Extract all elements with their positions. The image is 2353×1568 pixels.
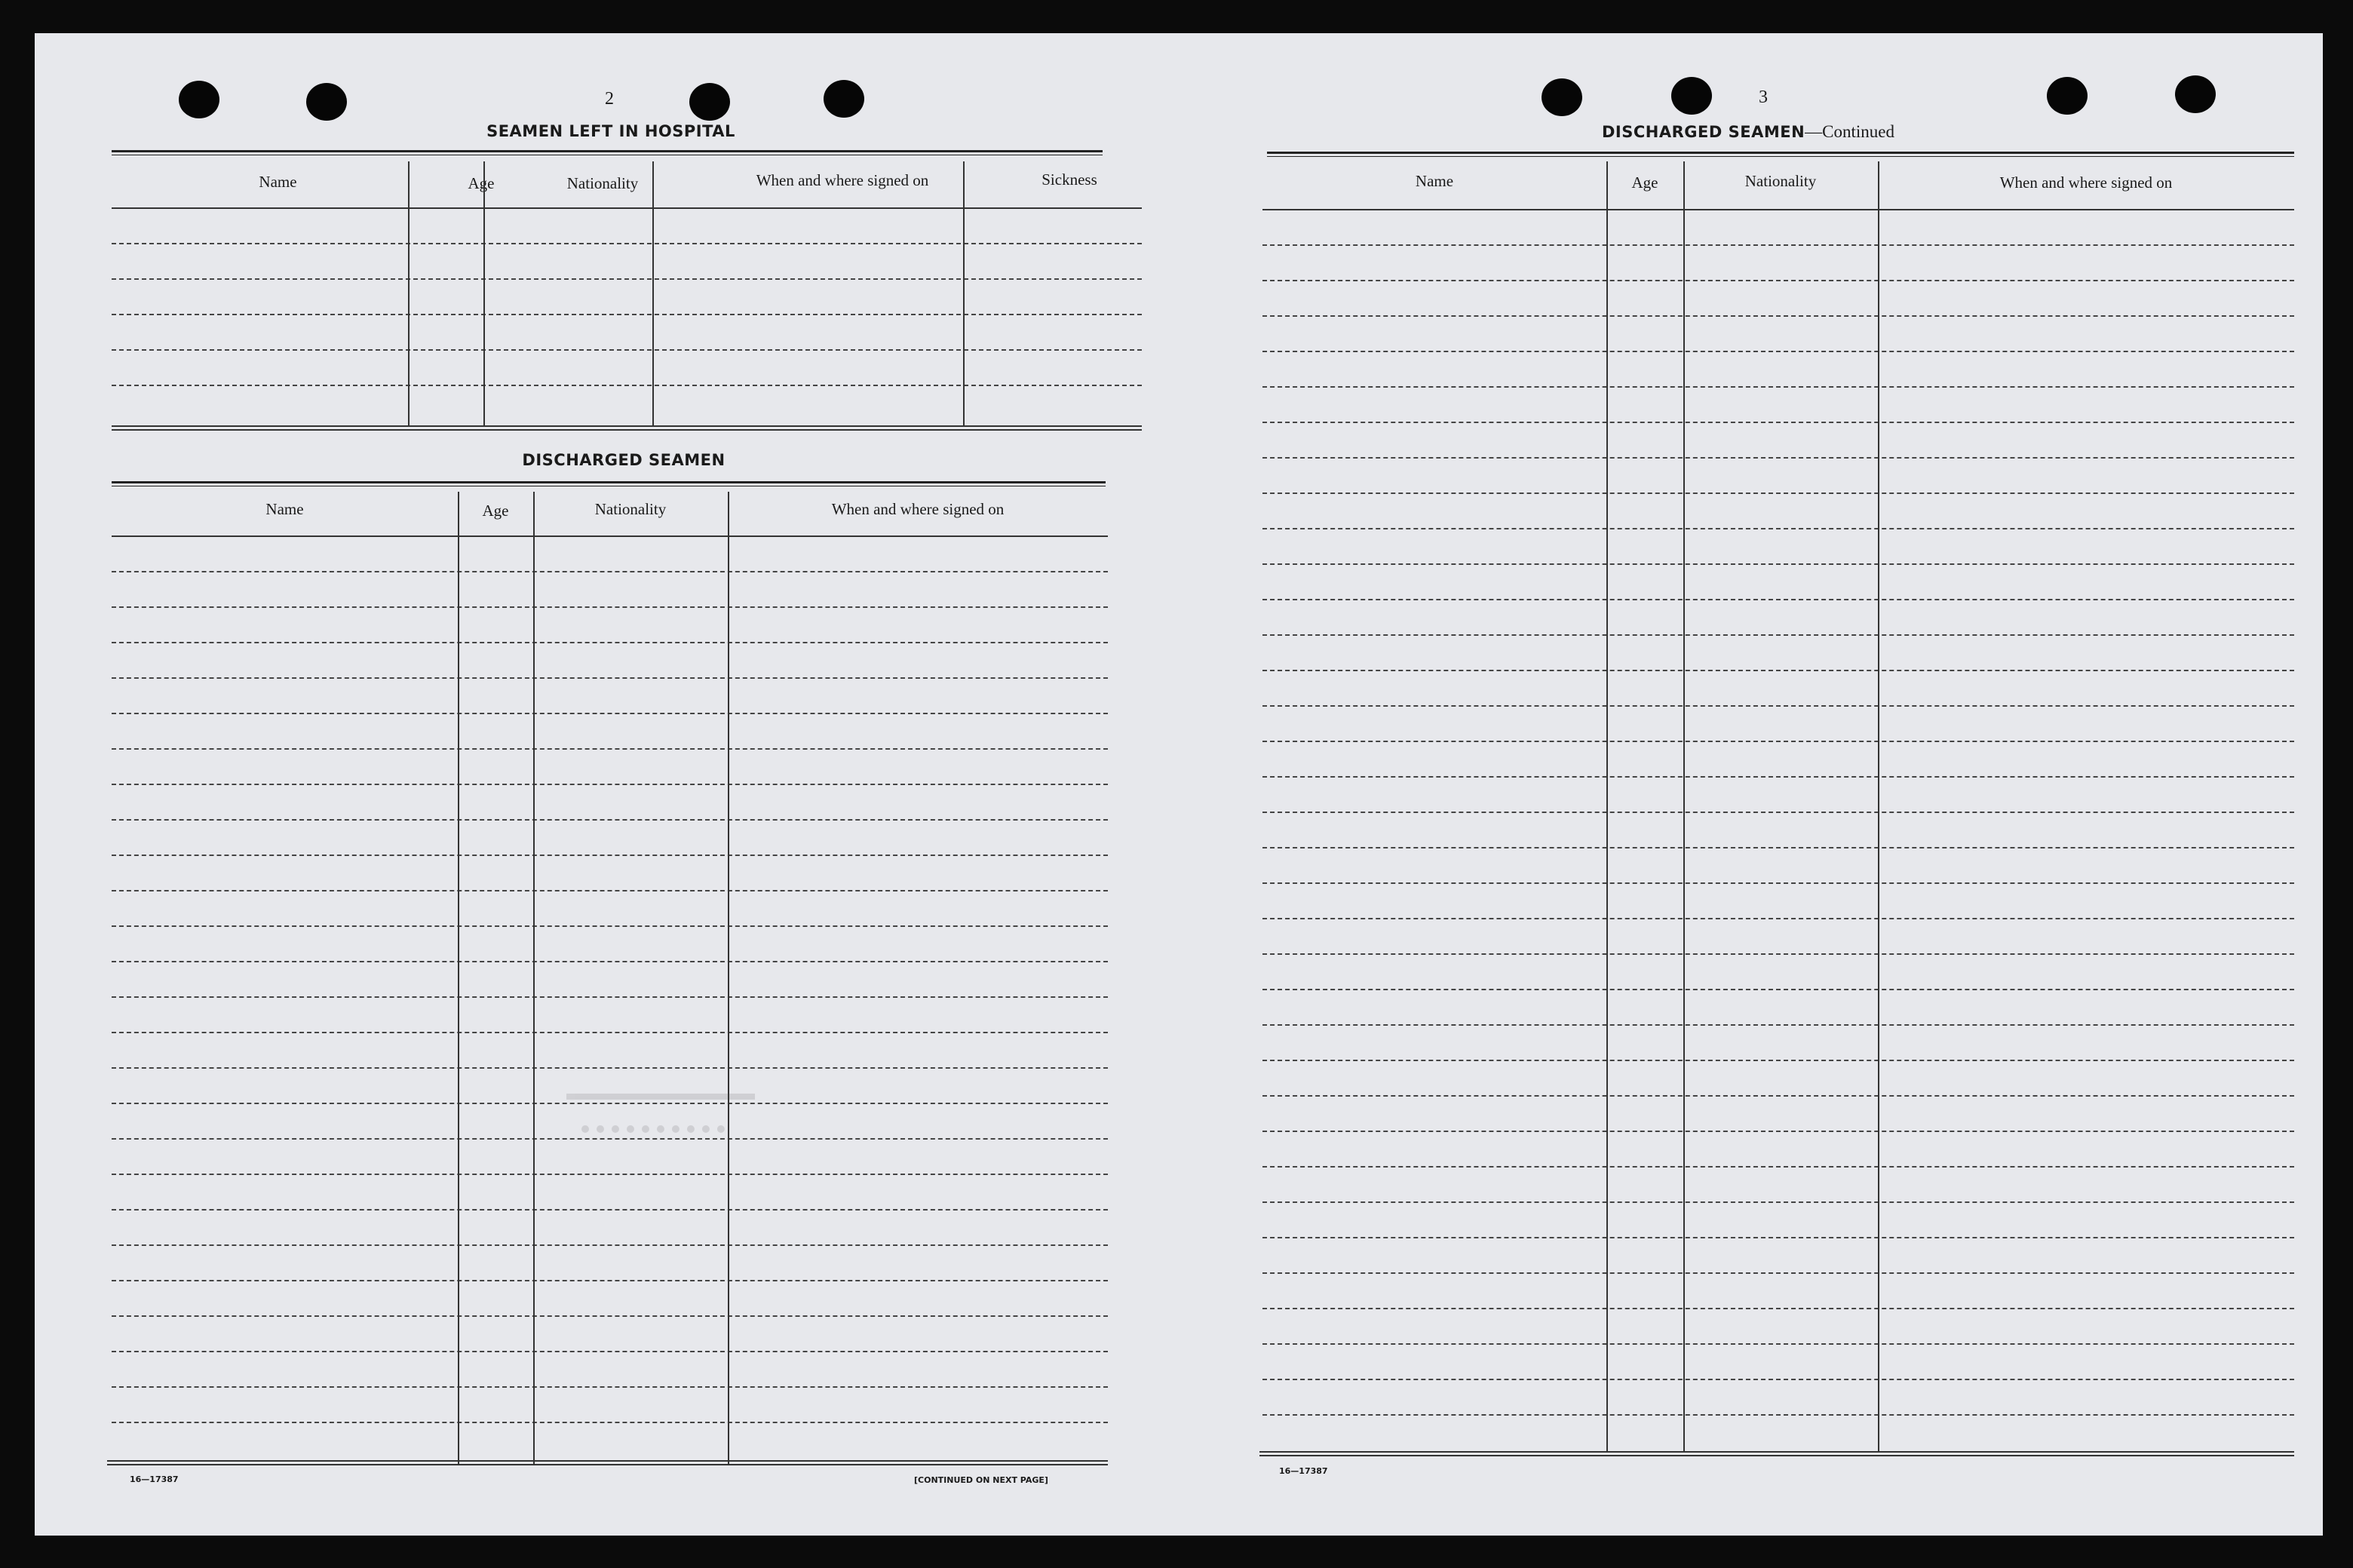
entry-line bbox=[1262, 1024, 2294, 1026]
form-number: 16—17387 bbox=[1279, 1466, 1328, 1476]
entry-line bbox=[112, 606, 1108, 608]
column-divider bbox=[1878, 161, 1879, 1453]
column-divider bbox=[963, 161, 965, 427]
column-header-when-where: When and where signed on bbox=[1999, 173, 2173, 192]
punch-hole bbox=[2175, 75, 2216, 113]
entry-line bbox=[1262, 386, 2294, 388]
entry-line bbox=[1262, 1308, 2294, 1309]
entry-line bbox=[1262, 705, 2294, 707]
entry-line bbox=[112, 349, 1142, 351]
entry-line bbox=[112, 1209, 1108, 1211]
entry-line bbox=[112, 713, 1108, 714]
entry-line bbox=[1262, 918, 2294, 919]
column-header-name: Name bbox=[265, 500, 304, 518]
entry-line bbox=[1262, 989, 2294, 990]
entry-line bbox=[1262, 1095, 2294, 1097]
entry-line bbox=[1262, 563, 2294, 565]
form-number: 16—17387 bbox=[130, 1474, 179, 1484]
section-rule bbox=[1267, 152, 2294, 157]
table-bottom bbox=[112, 425, 1142, 427]
entry-line bbox=[1262, 776, 2294, 778]
entry-line bbox=[112, 385, 1142, 386]
column-header-nationality: Nationality bbox=[594, 500, 667, 518]
column-header-sickness: Sickness bbox=[1042, 170, 1097, 189]
entry-line bbox=[1262, 847, 2294, 848]
column-divider bbox=[1683, 161, 1685, 1453]
entry-line bbox=[1262, 457, 2294, 459]
entry-line bbox=[1262, 812, 2294, 813]
entry-line bbox=[1262, 315, 2294, 317]
header-underline bbox=[1262, 209, 2294, 210]
entry-line bbox=[112, 1280, 1108, 1281]
entry-line bbox=[112, 642, 1108, 643]
entry-line bbox=[1262, 351, 2294, 352]
column-divider bbox=[408, 161, 410, 427]
entry-line bbox=[1262, 1201, 2294, 1203]
entry-line bbox=[1262, 634, 2294, 636]
entry-line bbox=[112, 571, 1108, 572]
section-rule bbox=[112, 481, 1106, 486]
entry-line bbox=[1262, 599, 2294, 600]
entry-line bbox=[1262, 1237, 2294, 1238]
entry-line bbox=[1262, 280, 2294, 281]
column-divider bbox=[1606, 161, 1608, 1453]
entry-line bbox=[112, 243, 1142, 244]
continued-note: [CONTINUED ON NEXT PAGE] bbox=[914, 1475, 1048, 1485]
entry-line bbox=[1262, 670, 2294, 671]
section-rule bbox=[112, 150, 1103, 155]
header-underline bbox=[112, 207, 1142, 209]
hospital-section-title: SEAMEN LEFT IN HOSPITAL bbox=[486, 122, 735, 140]
form-sheet bbox=[35, 33, 2323, 1536]
column-divider bbox=[652, 161, 654, 427]
punch-hole bbox=[1542, 78, 1582, 116]
entry-line bbox=[112, 925, 1108, 927]
entry-line bbox=[112, 1351, 1108, 1352]
entry-line bbox=[112, 1386, 1108, 1388]
section-title-main: DISCHARGED SEAMEN bbox=[1602, 123, 1805, 141]
table-bottom bbox=[112, 429, 1142, 431]
table-bottom bbox=[1259, 1451, 2294, 1453]
entry-line bbox=[1262, 1343, 2294, 1345]
table-bottom bbox=[1259, 1455, 2294, 1456]
entry-line bbox=[1262, 422, 2294, 423]
entry-line bbox=[112, 1032, 1108, 1033]
header-underline bbox=[112, 535, 1108, 537]
column-header-name: Name bbox=[1415, 172, 1454, 190]
punch-hole bbox=[824, 80, 864, 118]
entry-line bbox=[1262, 1131, 2294, 1132]
table-bottom bbox=[107, 1464, 1108, 1465]
column-header-when-where: When and where signed on bbox=[831, 500, 1005, 518]
entry-line bbox=[112, 996, 1108, 998]
punch-hole bbox=[2047, 77, 2088, 115]
entry-line bbox=[112, 748, 1108, 750]
entry-line bbox=[112, 819, 1108, 821]
section-title-suffix: —Continued bbox=[1805, 122, 1894, 141]
entry-line bbox=[112, 1422, 1108, 1423]
entry-line bbox=[112, 784, 1108, 785]
column-divider bbox=[458, 492, 459, 1465]
entry-line bbox=[1262, 882, 2294, 884]
faded-stamp-mark bbox=[566, 1059, 755, 1172]
entry-line bbox=[112, 961, 1108, 962]
entry-line bbox=[112, 890, 1108, 891]
entry-line bbox=[1262, 528, 2294, 529]
punch-hole bbox=[1671, 77, 1712, 115]
column-header-when-where: When and where signed on bbox=[756, 171, 929, 189]
entry-line bbox=[1262, 492, 2294, 494]
column-header-age: Age bbox=[468, 174, 495, 192]
column-header-age: Age bbox=[482, 502, 509, 520]
column-header-age: Age bbox=[1631, 173, 1658, 192]
table-bottom bbox=[107, 1460, 1108, 1462]
entry-line bbox=[1262, 1166, 2294, 1168]
entry-line bbox=[1262, 741, 2294, 742]
entry-line bbox=[112, 314, 1142, 315]
discharged-continued-title bbox=[1602, 122, 1894, 142]
column-header-name: Name bbox=[259, 173, 297, 191]
entry-line bbox=[1262, 953, 2294, 955]
column-header-nationality: Nationality bbox=[566, 174, 639, 192]
entry-line bbox=[1262, 1060, 2294, 1061]
entry-line bbox=[112, 1174, 1108, 1175]
entry-line bbox=[112, 677, 1108, 679]
entry-line bbox=[112, 1244, 1108, 1246]
entry-line bbox=[1262, 244, 2294, 246]
entry-line bbox=[1262, 1414, 2294, 1416]
column-divider bbox=[533, 492, 535, 1465]
column-divider bbox=[483, 161, 485, 427]
entry-line bbox=[112, 855, 1108, 856]
discharged-section-title: DISCHARGED SEAMEN bbox=[522, 451, 726, 469]
page-number: 2 bbox=[605, 89, 614, 109]
column-divider bbox=[728, 492, 729, 1465]
page-number: 3 bbox=[1759, 87, 1768, 107]
entry-line bbox=[112, 1315, 1108, 1317]
entry-line bbox=[112, 278, 1142, 280]
entry-line bbox=[1262, 1272, 2294, 1274]
punch-hole bbox=[179, 81, 219, 118]
punch-hole bbox=[689, 83, 730, 121]
punch-hole bbox=[306, 83, 347, 121]
column-header-nationality: Nationality bbox=[1744, 172, 1817, 190]
entry-line bbox=[1262, 1379, 2294, 1380]
